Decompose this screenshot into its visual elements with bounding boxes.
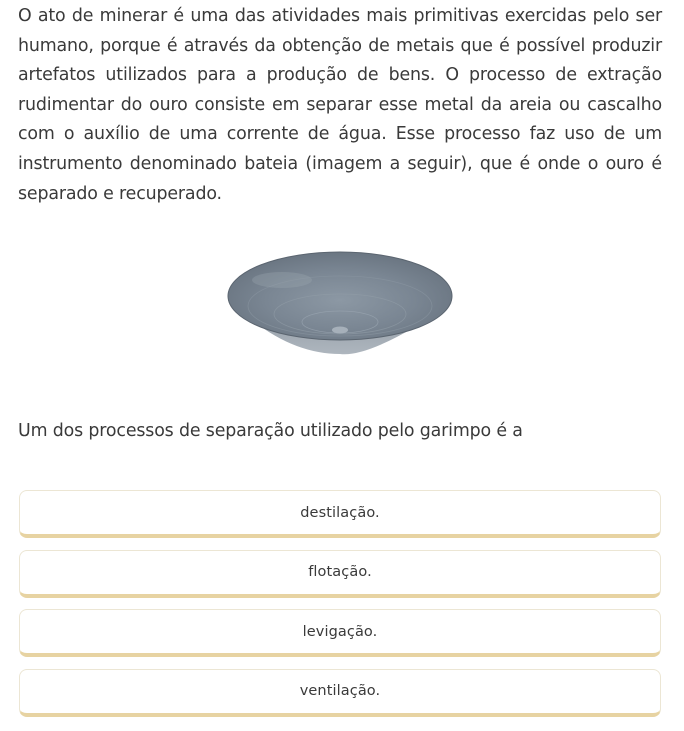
bateia-image — [222, 250, 458, 356]
question-prompt: Um dos processos de separação utilizado pelo garimpo é a — [18, 421, 523, 441]
answer-option[interactable]: destilação. — [19, 490, 661, 538]
answer-option[interactable]: flotação. — [19, 550, 661, 598]
gold-pan-illustration — [222, 250, 458, 356]
answer-option[interactable]: levigação. — [19, 609, 661, 657]
answer-option[interactable]: ventilação. — [19, 669, 661, 717]
question-text: O ato de minerar é uma das atividades mais primitivas exercidas pelo ser humano, porque é através da obtenção de metais que é possível produzir artefatos utilizados para a produção de bens. O processo de extração rudimentar do ouro consiste em separar esse metal da areia ou cascalho com o auxílio de uma corrente de água. Esse processo faz uso de um instrumento denominado bateia (imagem a seguir), que é onde o ouro é separado e recuperado. — [18, 6, 662, 204]
answer-options — [19, 490, 661, 728]
